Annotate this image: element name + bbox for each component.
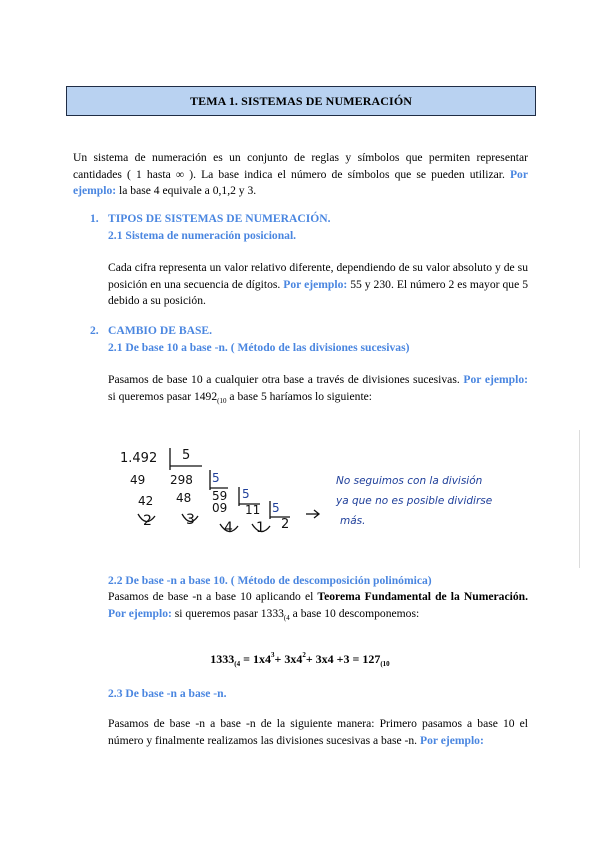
section1-sub1-heading: 2.1 Sistema de numeración posicional. — [108, 229, 297, 242]
section2-sub1-example-sub: (10 — [217, 396, 227, 405]
polynomial-formula — [0, 651, 600, 668]
hw-r1-row2: 42 — [138, 494, 154, 508]
hw-r3-final: 4 — [224, 520, 233, 536]
section2-title: CAMBIO DE BASE. — [108, 324, 213, 337]
section2-sub3-heading: 2.3 De base -n a base -n. — [108, 687, 227, 700]
hw-r4-final: 1 — [256, 520, 265, 536]
section2-sub1-text: Pasamos de base 10 a cualquier otra base a través de divisiones sucesivas. — [108, 373, 460, 386]
hw-q4: 2 — [281, 517, 290, 532]
section2-sub2-sub: (4 — [283, 613, 290, 622]
section1-example-label: Por ejemplo: — [283, 277, 348, 291]
hw-divisor1: 5 — [182, 448, 191, 463]
hw-divisor3: 5 — [242, 487, 250, 501]
hw-division-lines — [138, 448, 319, 532]
page-title: TEMA 1. SISTEMAS DE NUMERACIÓN — [189, 93, 413, 108]
handwriting-svg — [100, 430, 580, 568]
section2-heading — [90, 324, 212, 337]
hw-note-line3: más. — [340, 515, 366, 527]
hw-dividend: 1.492 — [120, 451, 158, 466]
intro-example-text: la base 4 equivale a 0,1,2 y 3. — [119, 184, 257, 197]
section2-sub2-text-c: a base 10 descomponemos: — [289, 606, 420, 620]
section2-sub1-example-label: Por ejemplo: — [463, 373, 528, 386]
section1-title: TIPOS DE SISTEMAS DE NUMERACIÓN. — [108, 212, 331, 225]
section1-number: 1. — [90, 212, 99, 225]
hw-r3-row1: 09 — [212, 501, 228, 515]
formula-exp1: 3 — [270, 651, 275, 659]
section2-number: 2. — [90, 324, 99, 337]
section2-sub2-theorem: Teorema Fundamental de la Numeración. — [317, 590, 528, 603]
section1-heading — [90, 212, 331, 225]
hw-q2: 59 — [212, 489, 228, 503]
intro-paragraph — [73, 150, 528, 200]
section1-paragraph — [108, 260, 528, 310]
section2-sub3-paragraph — [108, 716, 528, 749]
section2-sub3-example-label: Por ejemplo: — [419, 733, 484, 747]
hw-divisor2: 5 — [212, 471, 220, 485]
section2-sub1-heading: 2.1 De base 10 a base -n. ( Método de las divisiones sucesivas) — [108, 341, 410, 354]
hw-note-line2: ya que no es posible dividirse — [336, 495, 493, 507]
section2-sub1-paragraph — [108, 372, 528, 409]
section1-text: Cada cifra representa un valor relativo diferente, dependiendo de su valor absoluto y de su posición en una secuencia de dígitos. — [108, 261, 528, 291]
hw-r2-final: 3 — [186, 512, 195, 528]
title-box — [66, 86, 536, 116]
section2-sub1-example-b: a base 5 haríamos lo siguiente: — [226, 389, 373, 403]
hw-r1-row1: 49 — [130, 473, 146, 487]
formula-term2: + 3x4 — [274, 652, 303, 666]
hw-note-line1: No seguimos con la división — [336, 475, 483, 487]
handwritten-division — [100, 430, 580, 568]
section1-example-text: 55 y 230. El número 2 es mayor que 5 debido a su posición. — [108, 277, 528, 307]
formula-exp2: 2 — [302, 651, 306, 659]
section2-sub3-text: Pasamos de base -n a base -n de la siguiente manera: Primero pasamos a base 10 el número y finalmente realizamos las divisiones sucesivas a base -n. — [108, 717, 528, 747]
formula-term3: + 3x4 +3 = 127 — [305, 652, 381, 666]
formula-lhs-sub: (4 — [234, 660, 241, 668]
section2-sub2-example-label: Por ejemplo: — [108, 606, 172, 620]
section2-sub2-heading: 2.2 De base -n a base 10. ( Método de descomposición polinómica) — [108, 574, 432, 587]
formula-lhs: 1333 — [210, 652, 235, 666]
section2-sub1-example-a: si queremos pasar 1492 — [108, 389, 218, 403]
formula-rhs-sub: (10 — [380, 660, 390, 668]
section2-sub2-text-b: si queremos pasar 1333 — [171, 606, 284, 620]
hw-q3: 11 — [245, 503, 261, 517]
section2-sub2-text-a: Pasamos de base -n a base 10 aplicando el — [108, 590, 318, 603]
intro-example-label: Por ejemplo: — [73, 167, 528, 197]
formula-term1: = 1x4 — [240, 652, 271, 666]
hw-divisor4: 5 — [272, 501, 280, 515]
hw-q1: 298 — [170, 473, 193, 487]
intro-text: Un sistema de numeración es un conjunto de reglas y símbolos que permiten representar cantidades ( 1 hasta ∞ ). La base indica el número de símbolos que se pueden utilizar. — [73, 151, 528, 181]
hw-r1-final: 2 — [143, 513, 152, 529]
hw-r2-row1: 48 — [176, 491, 192, 505]
section2-sub2-paragraph — [108, 589, 528, 626]
